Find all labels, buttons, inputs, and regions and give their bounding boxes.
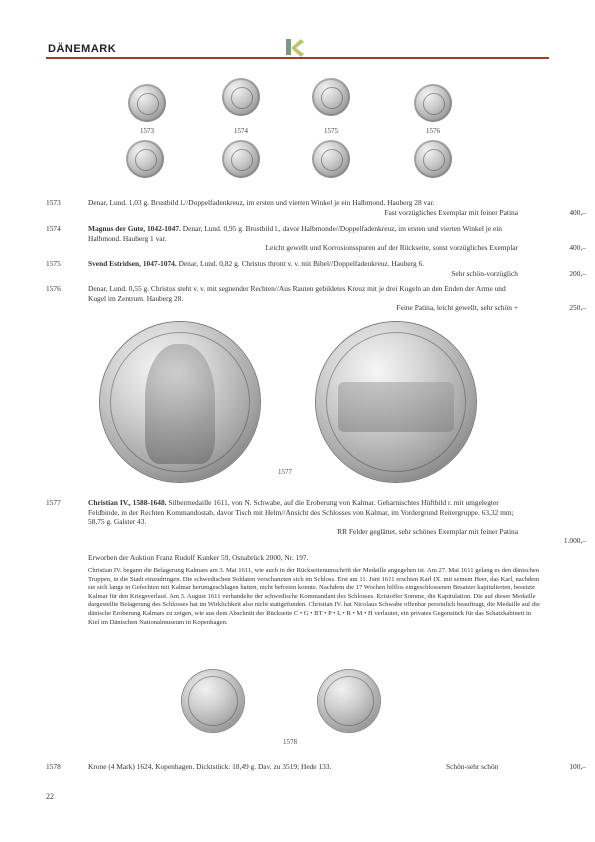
coin-1576-reverse-image [414,140,452,178]
lot-description [88,284,518,313]
lot-quality: Schön-sehr schön [446,762,499,771]
lot-description [88,224,518,253]
lot-text: Krone (4 Mark) 1624, Kopenhagen. Dicktstück: 18,49 g. Dav. zu 3519; Hede 133. [88,762,332,771]
coin-1574-reverse-image [222,140,260,178]
coin-1573-reverse-image [126,140,164,178]
lot-number: 1575 [46,259,61,268]
quality-text: Felder geglättet, sehr schönes Exemplar mit feiner Patina [348,526,518,536]
coin-1573-obverse-image [128,84,166,122]
lot-text: Silbermedaille 1611, von N. Schwabe, auf die Eroberung von Kalmar. Geharnischtes Hüftbild r. mit umgelegter Feldbinde, in der Rechten Kommandostab, davor Tisch mit Helm//Ansicht des Schlosses von Kalmar, im Vordergrund Reitergruppe. 63,32 mm; 58,75 g. Galster 43. [88,498,514,527]
lot-price: 1.000,– [563,536,586,546]
lot-price: 100,– [569,762,586,771]
coin-caption: 1573 [140,127,154,135]
provenance [88,553,544,563]
lot-quality: Leicht gewellt und Korrosionsspuren auf der Rückseite, sonst vorzügliches Exemplar [265,243,518,253]
coin-caption: 1574 [234,127,248,135]
lot-description [88,198,518,217]
page-number: 22 [46,792,54,801]
coin-caption: 1575 [324,127,338,135]
lot-quality [88,527,518,537]
ruler-name: Christian IV., 1588-1648. [88,498,167,507]
lot-number: 1578 [46,762,61,771]
medal-caption: 1577 [278,468,292,476]
coin-1576-obverse-image [414,84,452,122]
lot-number: 1573 [46,198,61,207]
historical-note [88,567,544,627]
lot-text: Denar, Lund. 0,95 g. Brustbild l., davor Halbmonde//Doppelfadenkreuz, im ersten und vierten Winkel je ein Halbmond. Hauberg 1 var. [88,224,502,243]
armored-bust [145,344,215,464]
header-rule [46,57,549,59]
coin-1575-reverse-image [312,140,350,178]
coin-1578-reverse-image [318,670,380,732]
rarity: RR [337,526,348,536]
coin-caption: 1578 [283,738,297,746]
lot-text: Denar, Lund. 0,55 g. Christus steht v. v. mit segnender Rechten//Aus Rauten gebildetes Kreuz mit je drei Kugeln an den Enden der Arme und Kugel im Zentrum. Hauberg 28. [88,284,506,303]
ruler-name: Svend Estridsen, 1047-1074. [88,259,177,268]
lot-price: 400,– [569,243,586,253]
lot-text: Denar, Lund. 1,03 g. Brustbild l.//Doppelfadenkreuz, im ersten und vierten Winkel je ein Halbmond. Hauberg 28 var. [88,198,435,207]
lot-price: 400,– [569,207,586,217]
lot-text: Denar, Lund. 0,82 g. Christus thront v. v. mit Bibel//Doppelfadenkreuz. Hauberg 6. [178,259,425,268]
lot-number: 1576 [46,284,61,293]
lot-description [88,498,518,536]
coin-rim [188,676,238,726]
ruler-name: Magnus der Gute, 1042-1047. [88,224,181,233]
medal-1577-obverse-image [100,322,260,482]
medal-1577-reverse-image [316,322,476,482]
lot-number: 1577 [46,498,61,507]
publisher-logo-icon [283,37,305,57]
lot-quality: Fast vorzügliches Exemplar mit feiner Patina [384,207,518,217]
coin-1574-obverse-image [222,78,260,116]
lot-number: 1574 [46,224,61,233]
coin-1578-obverse-image [182,670,244,732]
lot-description [88,259,518,278]
coin-rim [324,676,374,726]
coin-caption: 1576 [426,127,440,135]
coin-1575-obverse-image [312,78,350,116]
note-text: Christian IV. begann die Belagerung Kalmars am 3. Mai 1611, wie auch in der Rückseitenumschrift der Medaille angegeben ist. Am 27. Mai 1611 gelang es den dänischen Truppen, in die Stadt einzudringen. Die schwedischen Soldaten verschanzten sich im Schloss. Erst am 11. Juni 1611 erschien Karl IX. mit seinem Heer, das Karl, nachdem sie sich lange in Gefechten mit Kalmar herumgeschlagen hatten, nicht befreien konnte. Nachdem die 17 Wochen hilflos eingeschlossenen Besatzer kapitulierten, besetzte Kalmar für den Kriegsverlauf. Am 3. August 1611 verhandelte der schwedische Kommandant des Schlosses. Kristoffer Somme, die Kapitulation. Die auf dieser Medaille dargestellte Belagerung des Schlosses hat im Wirklichkeit also nicht stattgefunden. Christian IV. hat Nicolaus Schwabe offenbar persönlich beauftragt, die Medaille auf die dänische Eroberung Kalmars zu zeigen, wie aus dem Abschnitt der Rückseite C • G • BT • P • L • R • M • H verlautet, ein privates Gegenstück für das Schatzkabinett in Kiel im Dänischen Nationalmuseum in Kopenhagen. [88,567,540,626]
section-title: DÄNEMARK [48,43,117,55]
castle-view [338,382,454,432]
lot-price: 250,– [569,303,586,313]
provenance-text: Erworben der Auktion Franz Rudolf Kunker 59, Osnabrück 2000, Nr. 197. [88,553,309,562]
lot-price: 200,– [569,268,586,278]
lot-quality: Feine Patina, leicht gewellt, sehr schön + [396,303,518,313]
lot-quality: Sehr schön-vorzüglich [451,268,518,278]
